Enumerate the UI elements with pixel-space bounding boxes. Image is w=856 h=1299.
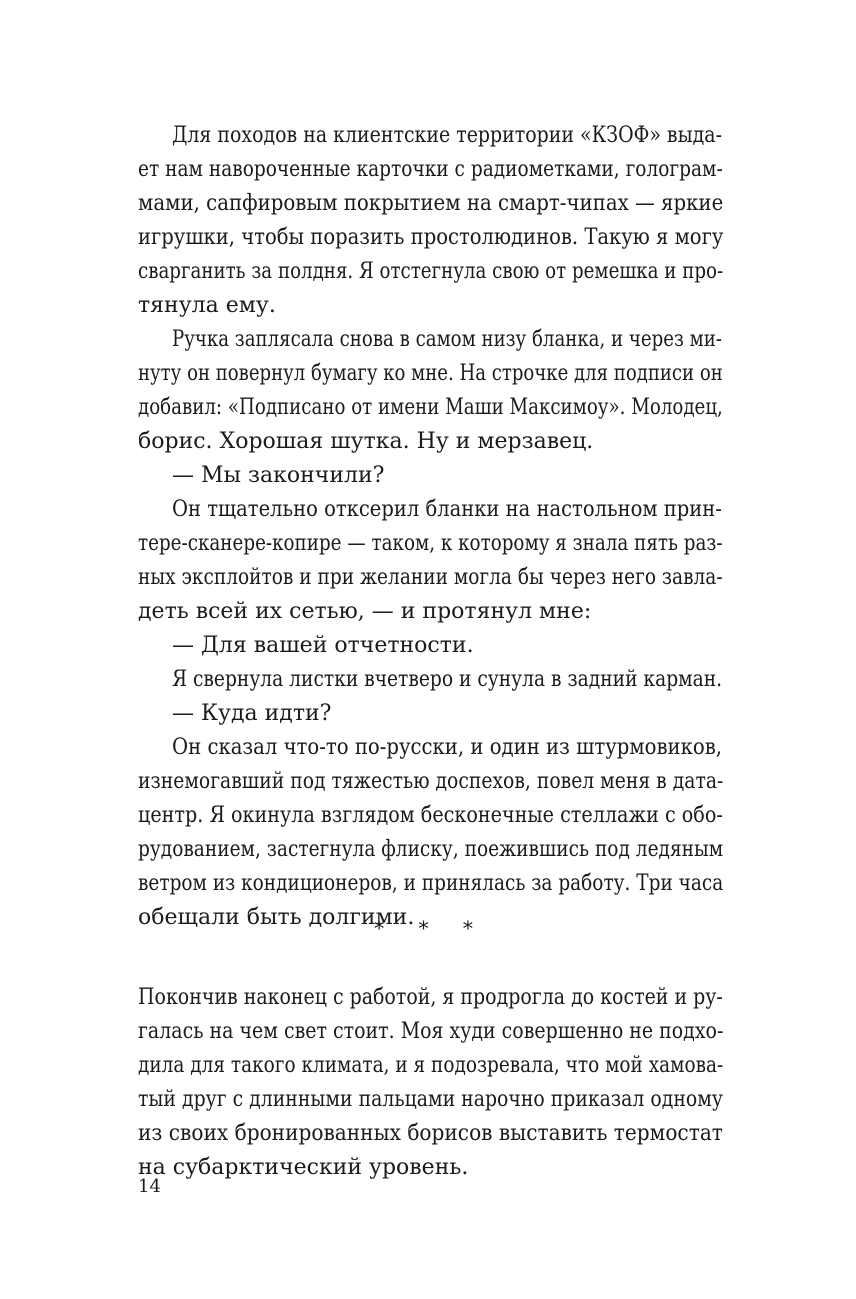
text-line: ных эксплойтов и при желании могла бы через него завла- [138, 565, 723, 590]
text-line: Он тщательно отксерил бланки на настольном прин- [172, 497, 722, 522]
text-line: галась на чем свет стоит. Моя худи совершенно не подхо- [138, 1019, 724, 1044]
text-line: деть всей их сетью, — и протянул мне: [138, 599, 592, 624]
text-line: игрушки, чтобы поразить простолюдинов. Такую я могу [138, 225, 724, 250]
page-number: 14 [138, 1176, 161, 1197]
text-line: дила для такого климата, и я подозревала, что мой хамова- [138, 1053, 724, 1078]
text-line: борис. Хорошая шутка. Ну и мерзавец. [138, 429, 594, 454]
text-line: центр. Я окинула взглядом бесконечные стеллажи с обо- [138, 803, 723, 828]
text-line: Покончив наконец с работой, я продрогла до костей и ру- [138, 985, 723, 1010]
text-line: — Куда идти? [172, 701, 332, 726]
text-line: ветром из кондиционеров, и принялась за работу. Три часа [138, 871, 724, 896]
text-line: рудованием, застегнула флиску, поежившись под ледяным [138, 837, 724, 862]
text-line: Я свернула листки вчетверо и сунула в задний карман. [172, 667, 723, 692]
text-line: — Для вашей отчетности. [172, 633, 474, 658]
text-line: нуту он повернул бумагу ко мне. На строчке для подписи он [138, 361, 723, 386]
text-line: — Мы закончили? [172, 463, 385, 488]
text-line: мами, сапфировым покрытием на смарт-чипах — яркие [138, 191, 724, 216]
text-line: тянула ему. [138, 293, 276, 318]
text-line: тый друг с длинными пальцами нарочно приказал одному [138, 1087, 723, 1112]
text-line: обещали быть долгими. [138, 905, 415, 930]
text-line: Он сказал что-то по-русски, и один из штурмовиков, [172, 735, 723, 760]
text-line: изнемогавший под тяжестью доспехов, повел меня в дата- [138, 769, 724, 794]
text-line: Для походов на клиентские территории «КЗОФ» выда- [172, 123, 722, 148]
text-line: Ручка заплясала снова в самом низу бланка, и через ми- [172, 327, 722, 352]
text-line: сварганить за полдня. Я отстегнула свою от ремешка и про- [138, 259, 724, 284]
text-line: из своих бронированных борисов выставить термостат [138, 1121, 723, 1146]
section-separator: * * * [374, 916, 487, 940]
text-line: ет нам навороченные карточки с радиометками, голограм- [138, 157, 723, 182]
text-line: на субарктический уровень. [138, 1155, 469, 1180]
text-line: добавил: «Подписано от имени Маши Максимоу». Молодец, [138, 395, 723, 420]
text-line: тере-сканере-копире — таком, к которому я знала пять раз- [138, 531, 723, 556]
